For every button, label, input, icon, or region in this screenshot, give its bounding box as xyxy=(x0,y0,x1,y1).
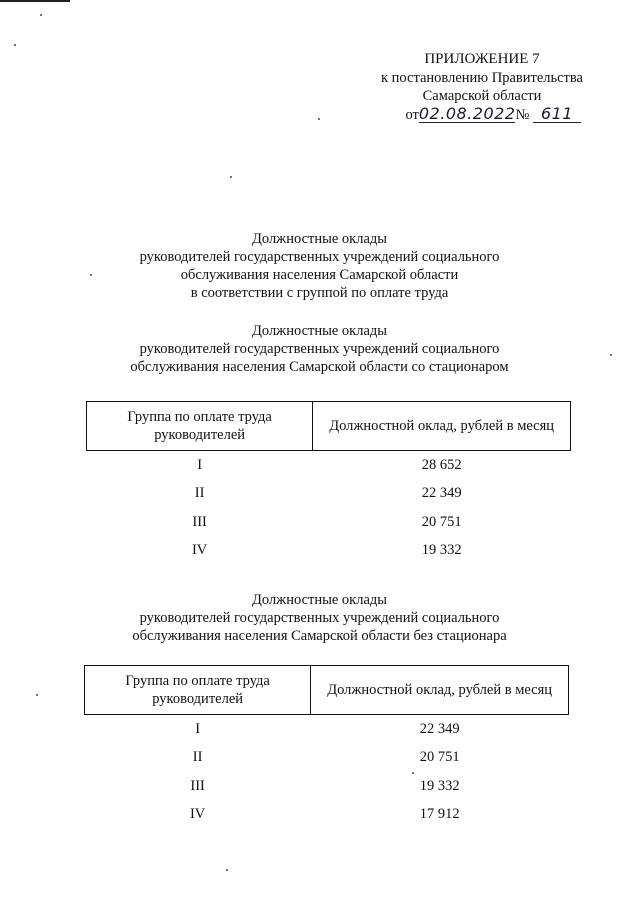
main-title-line-2: руководителей государственных учреждений социального xyxy=(139,249,500,265)
main-title-line-4: в соответствии с группой по оплате труда xyxy=(190,285,449,301)
scan-speck xyxy=(226,869,228,871)
table-row xyxy=(85,715,569,744)
group-cell: IV xyxy=(191,542,208,559)
salary-cell: 28 652 xyxy=(421,456,462,473)
section-2-title xyxy=(0,591,639,645)
table-header-row xyxy=(87,402,571,451)
salary-cell: 19 332 xyxy=(419,777,460,794)
header-group xyxy=(85,666,311,715)
appendix-title: ПРИЛОЖЕНИЕ 7 xyxy=(424,51,540,67)
scan-speck xyxy=(40,14,42,16)
section-1-title-line-3: обслуживания населения Самарской области со стационаром xyxy=(130,359,509,375)
section-2-title-line-2: руководителей государственных учреждений социального xyxy=(139,610,500,626)
table-row xyxy=(87,451,571,480)
table-row xyxy=(85,744,569,773)
section-1-title-line-2: руководителей государственных учреждений социального xyxy=(139,341,500,357)
table-row xyxy=(87,537,571,566)
group-cell: II xyxy=(194,485,205,502)
scan-speck xyxy=(230,176,232,178)
scan-edge-line xyxy=(0,0,70,2)
appendix-line-2: Самарской области xyxy=(422,88,542,104)
main-title-line-3: обслуживания населения Самарской области xyxy=(180,267,459,283)
scan-speck xyxy=(36,694,38,696)
date-prefix: от xyxy=(405,106,419,123)
salary-cell: 17 912 xyxy=(419,806,460,823)
section-2-title-line-3: обслуживания населения Самарской области без стационара xyxy=(132,628,507,644)
header-salary: Должностной оклад, рублей в месяц xyxy=(313,402,571,451)
salary-cell: 22 349 xyxy=(419,720,460,737)
salary-table-without-inpatient xyxy=(84,665,569,829)
group-cell: III xyxy=(190,777,205,794)
group-cell: III xyxy=(192,513,207,530)
main-title-line-1: Должностные оклады xyxy=(252,231,387,247)
header-group-line-2: руководителей xyxy=(154,427,246,443)
number-prefix: № xyxy=(515,106,530,123)
table-row xyxy=(85,772,569,801)
table-row xyxy=(87,508,571,537)
scan-speck xyxy=(610,354,612,356)
salary-cell: 20 751 xyxy=(421,513,462,530)
group-cell: I xyxy=(195,720,201,737)
header-salary: Должностной оклад, рублей в месяц xyxy=(311,666,569,715)
handwritten-number: 611 xyxy=(533,106,581,123)
handwritten-date: 02.08.2022 xyxy=(418,103,516,123)
scan-speck xyxy=(412,772,414,774)
header-group-line-2: руководителей xyxy=(152,691,244,707)
appendix-date-line xyxy=(381,103,583,125)
group-cell: IV xyxy=(189,806,206,823)
table-row xyxy=(85,801,569,830)
scan-speck xyxy=(14,44,16,46)
table-header-row xyxy=(85,666,569,715)
main-title xyxy=(0,230,639,302)
section-2-title-line-1: Должностные оклады xyxy=(252,592,387,608)
section-1-title xyxy=(0,322,639,376)
header-group xyxy=(87,402,313,451)
salary-cell: 20 751 xyxy=(419,749,460,766)
appendix-line-1: к постановлению Правительства xyxy=(381,69,583,86)
salary-cell: 22 349 xyxy=(421,485,462,502)
group-cell: II xyxy=(192,749,203,766)
salary-cell: 19 332 xyxy=(421,542,462,559)
header-group-line-1: Группа по оплате труда xyxy=(127,409,272,425)
header-group-line-1: Группа по оплате труда xyxy=(125,673,270,689)
table-row xyxy=(87,480,571,509)
group-cell: I xyxy=(197,456,203,473)
section-1-title-line-1: Должностные оклады xyxy=(252,323,387,339)
salary-table-with-inpatient xyxy=(86,401,571,565)
scan-speck xyxy=(90,274,92,276)
appendix-header xyxy=(381,50,583,124)
scan-speck xyxy=(318,118,320,120)
